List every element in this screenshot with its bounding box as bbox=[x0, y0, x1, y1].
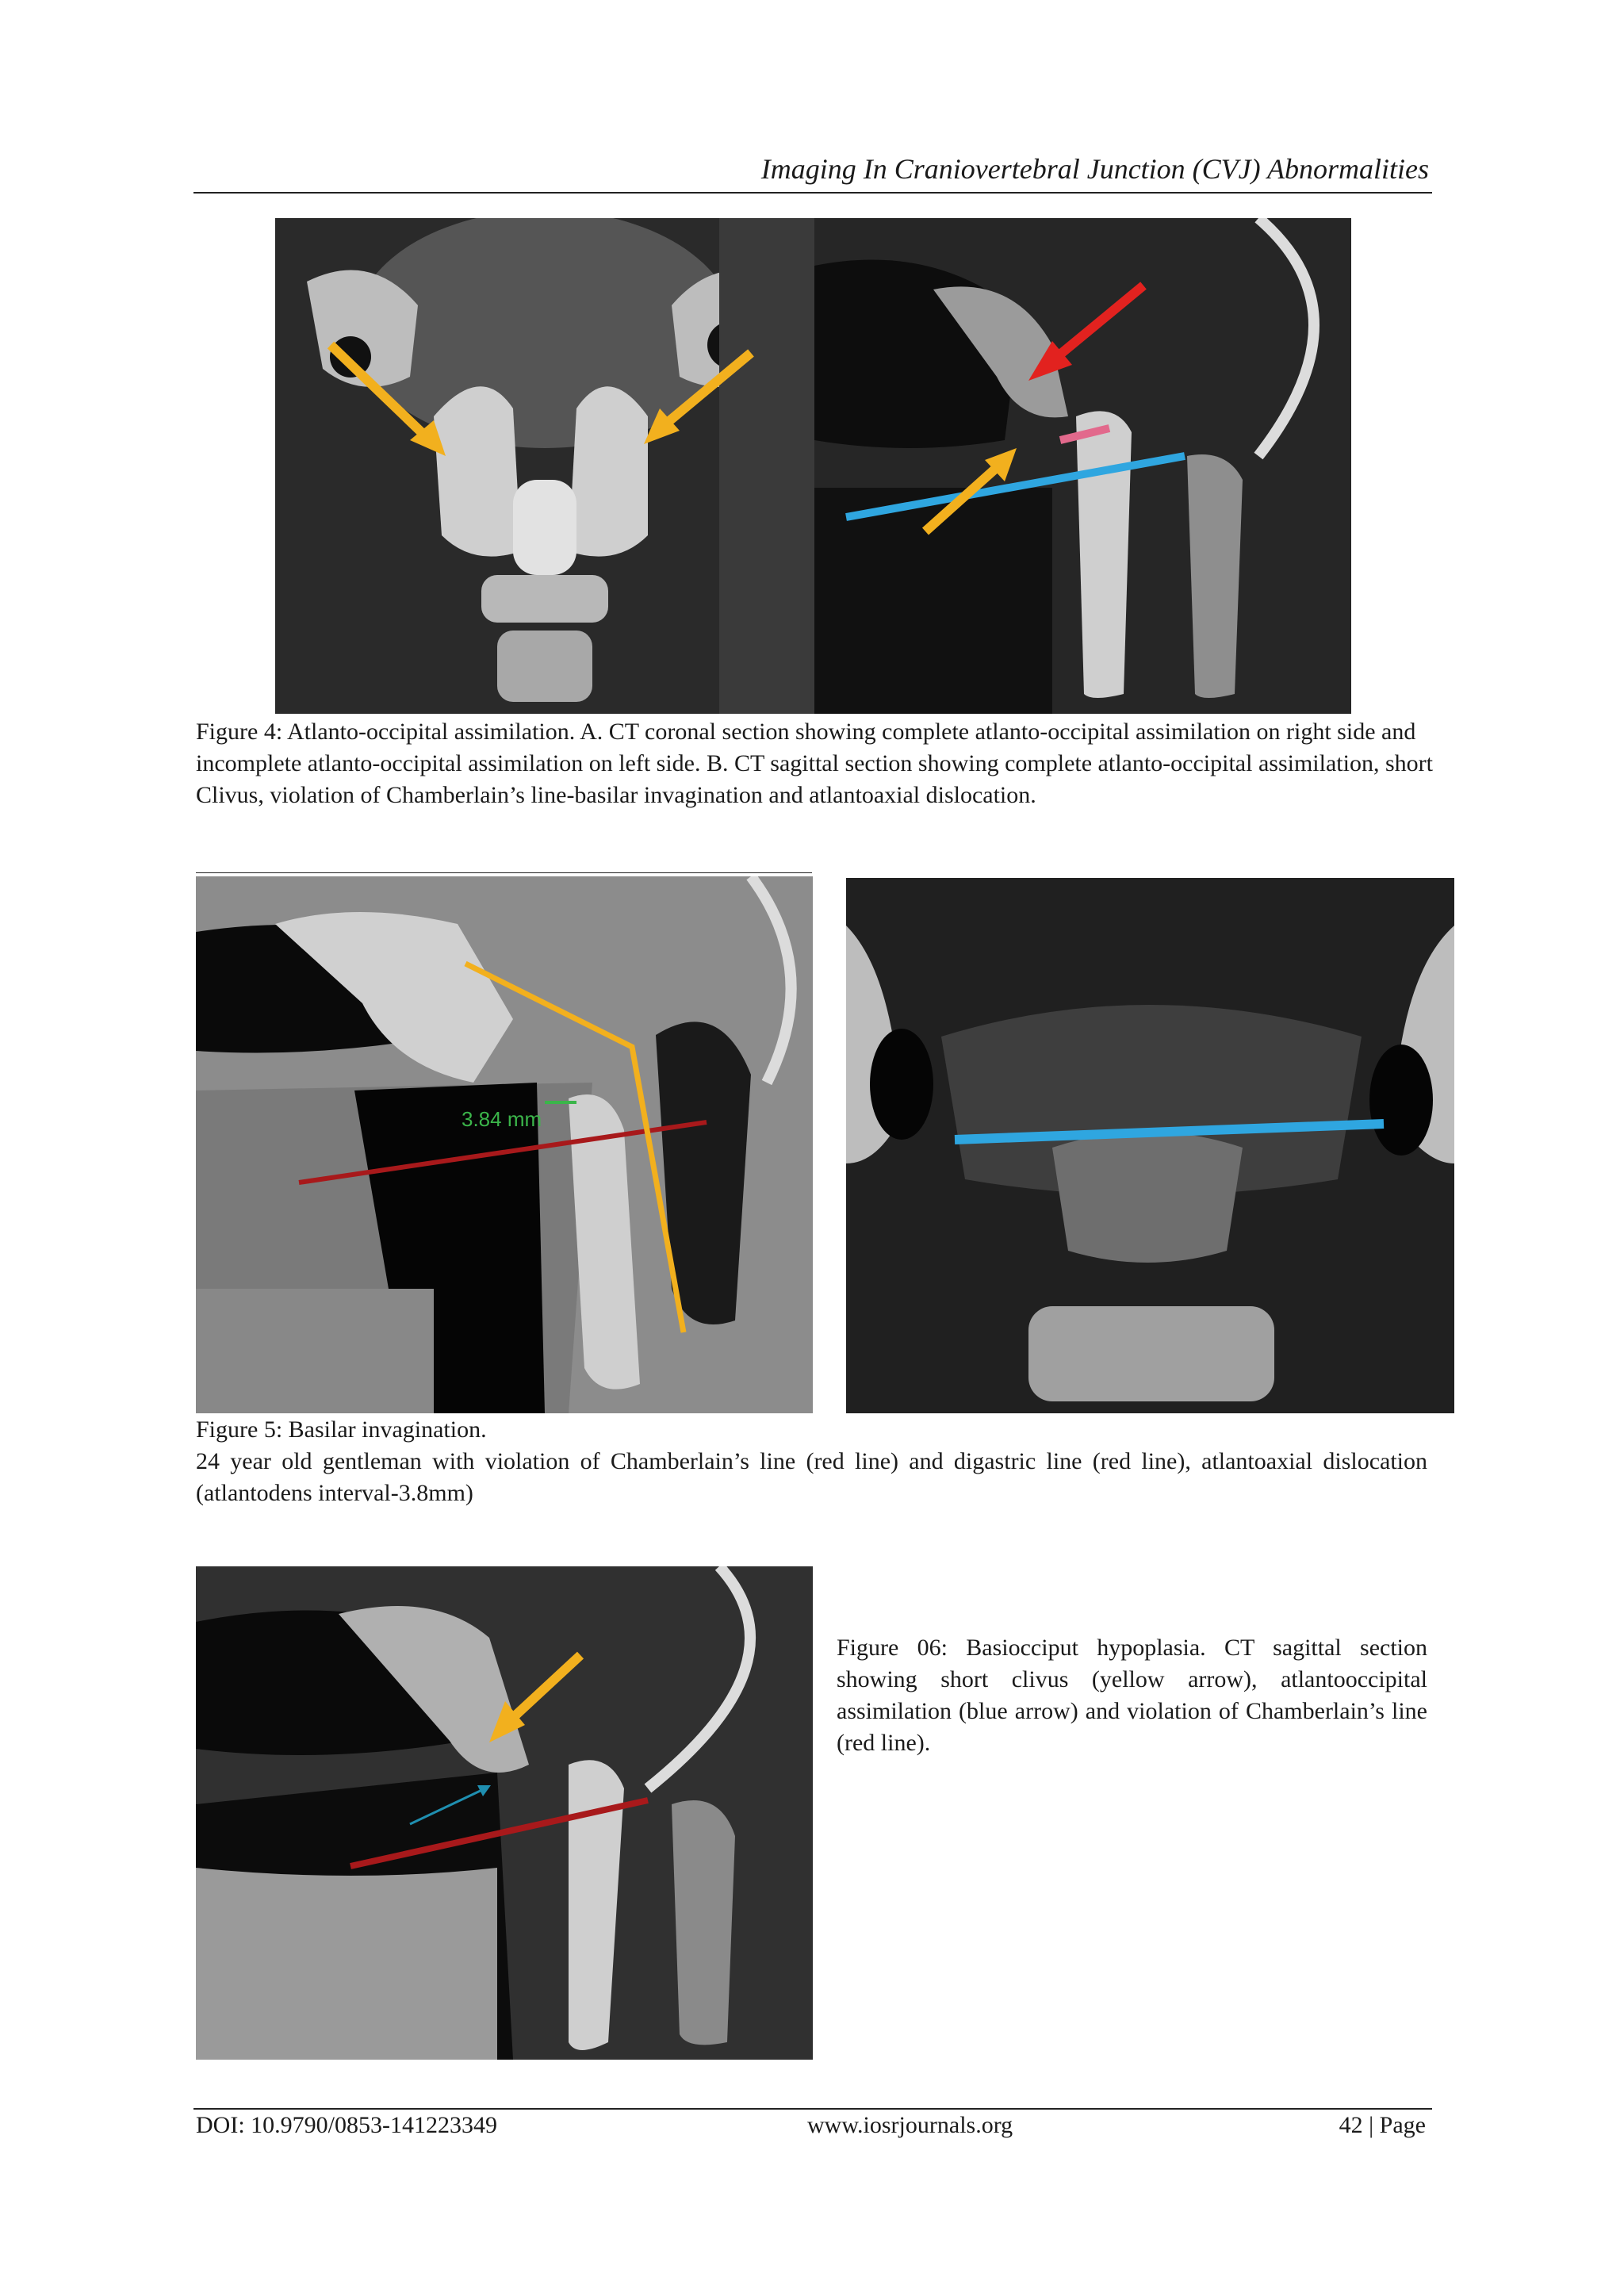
footer-page-number: 42 | Page bbox=[1339, 2112, 1426, 2138]
figure5-measurement-label: 3.84 mm bbox=[462, 1107, 542, 1131]
figure4-caption: Figure 4: Atlanto-occipital assimilation. A. CT coronal section showing complete atlanto-occipital assimilation on right side and incomplete atlanto-occipital assimilation on left side. B. CT sagittal section showing complete atlanto-occipital assimilation, short Clivus, violation of Chamberlain’s line-basilar invagination and atlantoaxial dislocation. bbox=[196, 719, 1433, 808]
running-header-title: Imaging In Craniovertebral Junction (CVJ) Abnormalities bbox=[760, 153, 1429, 185]
figure4-panel-a-image bbox=[275, 218, 814, 714]
figure5-caption: 24 year old gentleman with violation of Chamberlain’s line (red line) and digastric line (red line), atlantoaxial dislocation (atlantodens interval-3.8mm) bbox=[196, 1448, 1427, 1506]
footer-rule bbox=[193, 2108, 1432, 2110]
figure4-panel-b-ct-sagittal bbox=[814, 218, 1351, 714]
figure5-left-image bbox=[196, 876, 813, 1413]
footer-website-link[interactable]: www.iosrjournals.org bbox=[807, 2112, 1013, 2138]
figure-separator-rule bbox=[196, 872, 812, 873]
figure6-ct-sagittal bbox=[196, 1566, 813, 2060]
header-rule bbox=[193, 192, 1432, 194]
figure5-panel-left-ct-sagittal bbox=[196, 876, 813, 1413]
figure4-panel-a-ct-coronal bbox=[275, 218, 814, 714]
figure5-title: Figure 5: Basilar invagination. bbox=[196, 1416, 487, 1443]
figure5-right-image bbox=[846, 878, 1454, 1413]
footer-doi: DOI: 10.9790/0853-141223349 bbox=[196, 2112, 497, 2138]
figure5-panel-right-ct-coronal bbox=[846, 878, 1454, 1413]
figure6-image bbox=[196, 1566, 813, 2060]
figure4-panel-b-image bbox=[814, 218, 1351, 714]
figure6-caption: Figure 06: Basiocciput hypoplasia. CT sagittal section showing short clivus (yellow arrow), atlantooccipital assimilation (blue arrow) and violation of Chamberlain’s line (red line). bbox=[837, 1635, 1427, 1756]
